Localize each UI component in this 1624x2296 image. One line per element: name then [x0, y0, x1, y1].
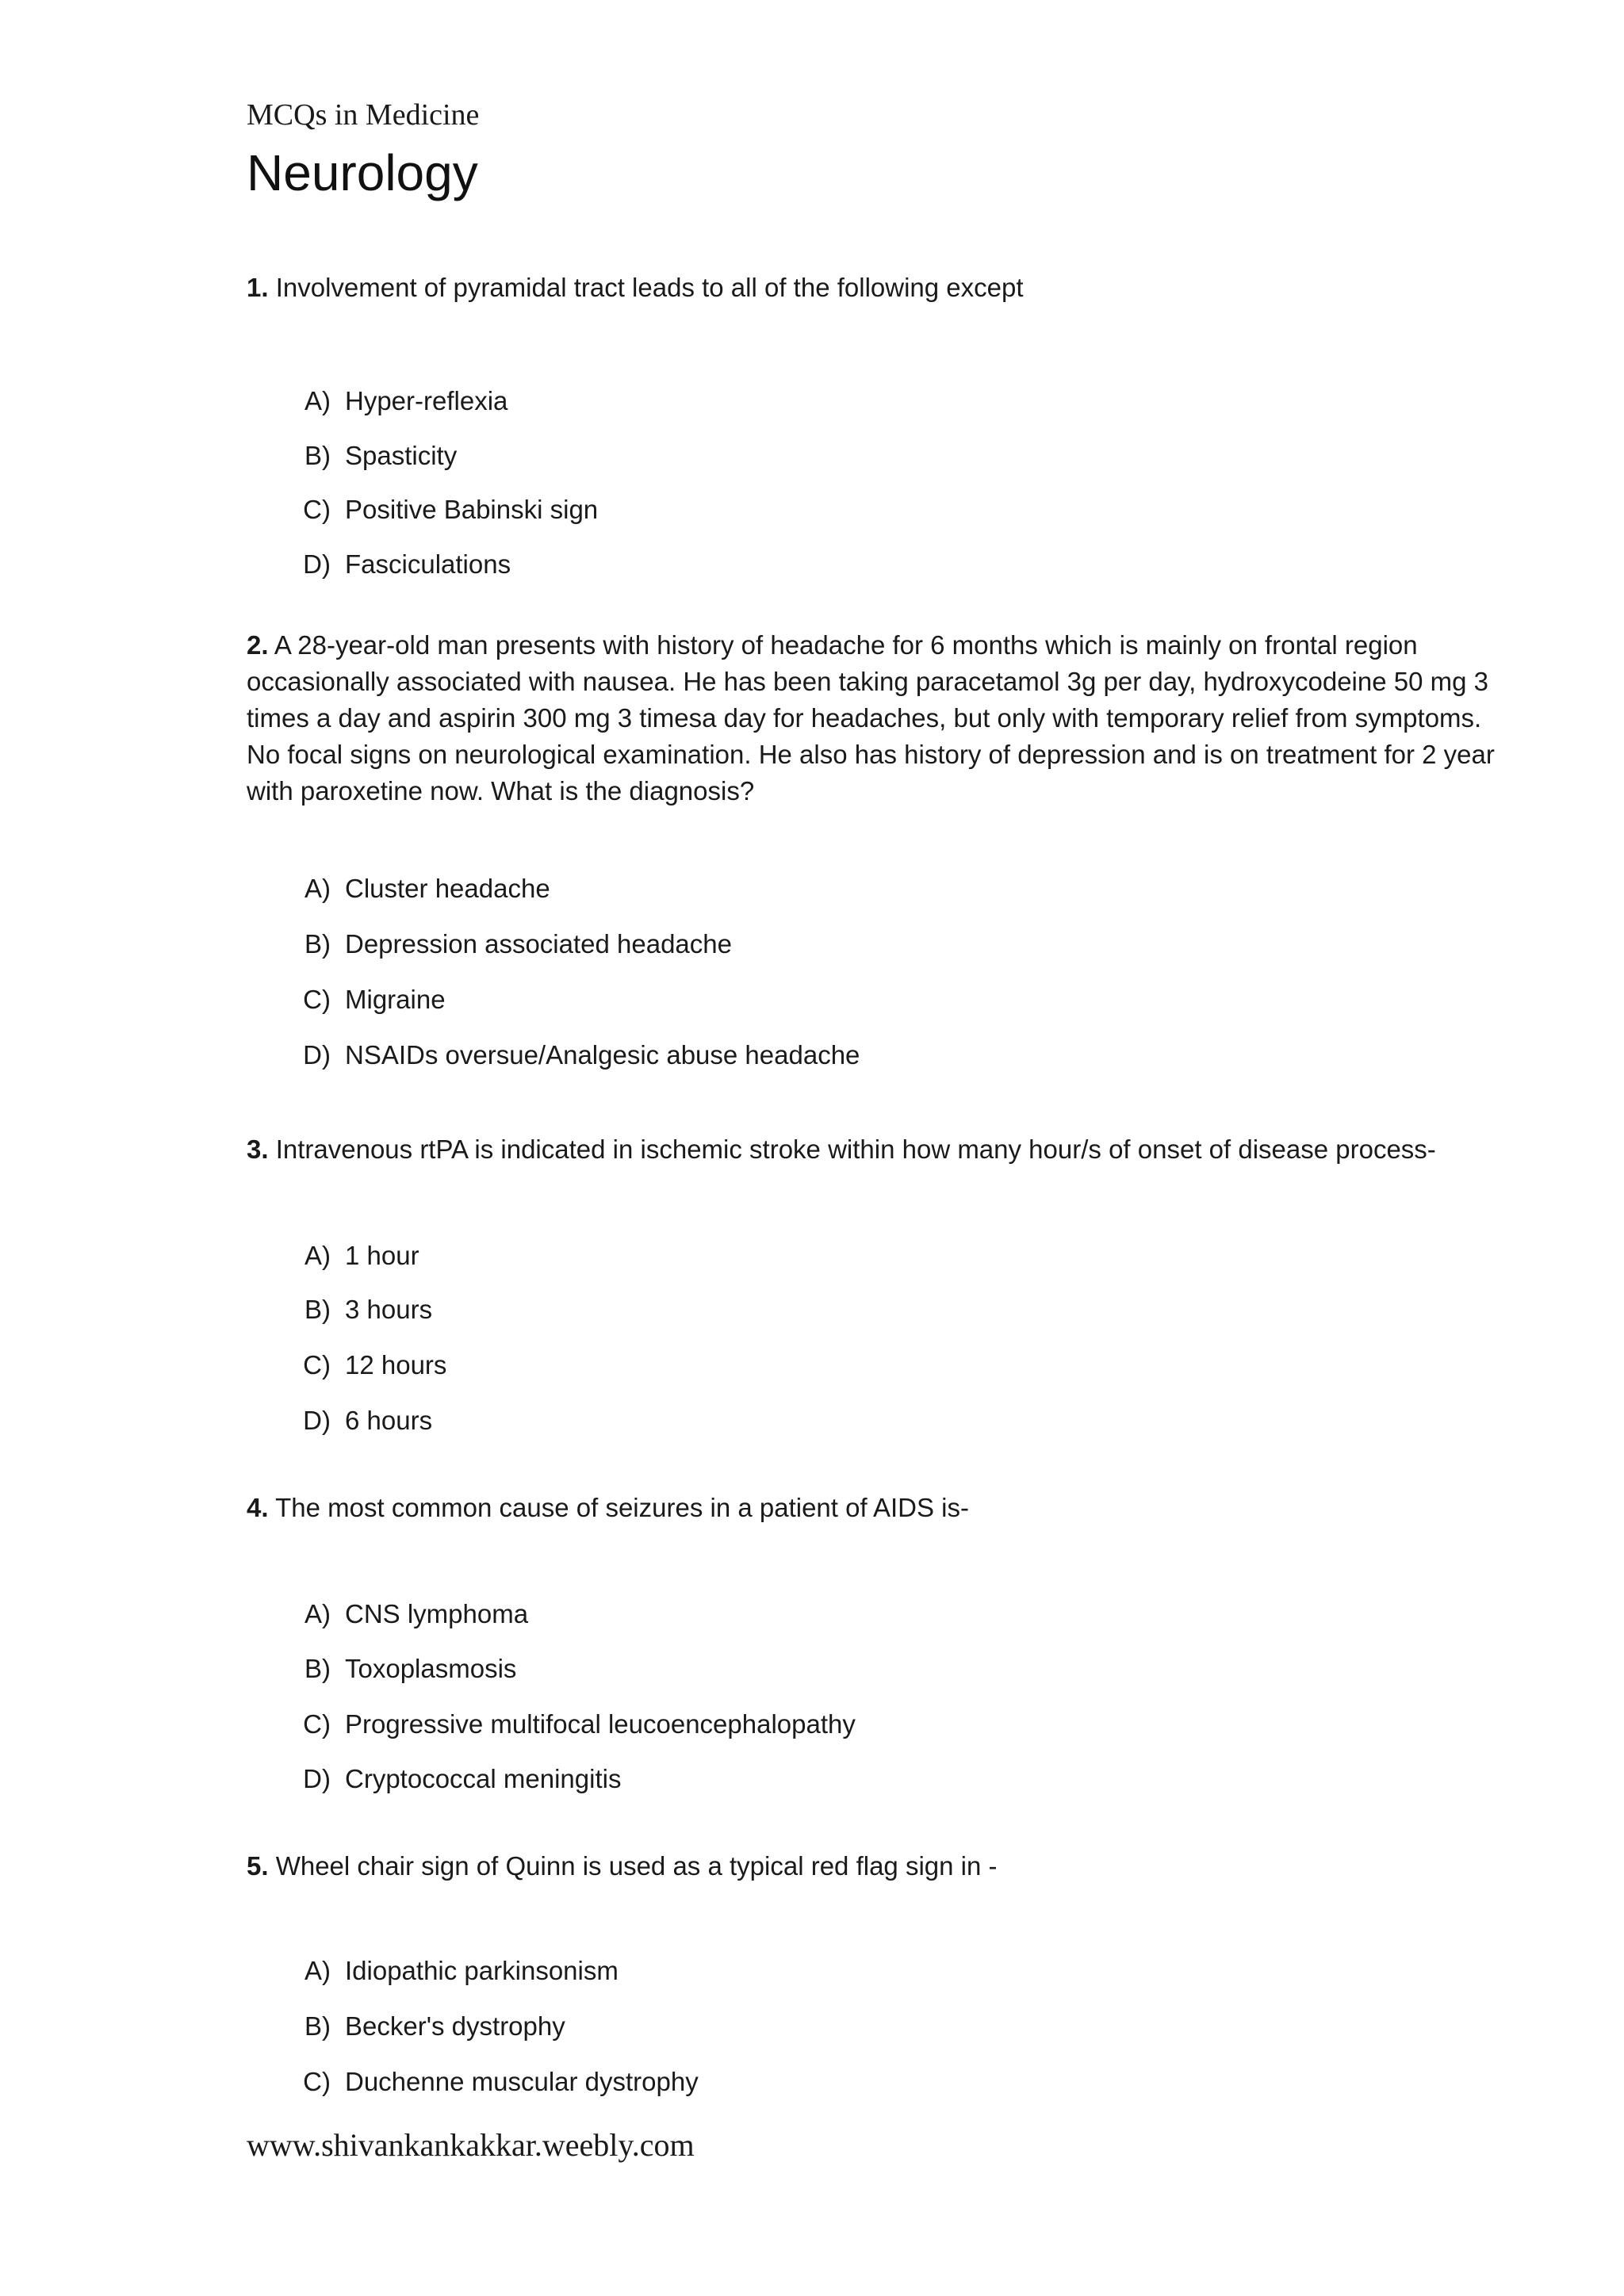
option-text: CNS lymphoma	[345, 1599, 529, 1628]
option-b	[291, 2008, 565, 2045]
question-number: 1.	[247, 273, 269, 302]
option-d	[291, 546, 511, 583]
option-text: Hyper-reflexia	[345, 386, 508, 415]
option-letter: B)	[304, 441, 331, 470]
question-number: 4.	[247, 1493, 269, 1522]
question-text: Intravenous rtPA is indicated in ischemic stroke within how many hour/s of onset of disease process-	[275, 1135, 1436, 1164]
question-number: 2.	[247, 630, 269, 660]
option-c	[291, 982, 446, 1018]
question-5	[247, 1848, 1515, 2096]
option-c	[291, 2064, 699, 2100]
option-a	[291, 383, 508, 419]
option-b	[291, 926, 732, 962]
option-text: 3 hours	[345, 1295, 433, 1324]
question-text: A 28-year-old man presents with history of headache for 6 months which is mainly on frontal region occasionally associated with nausea. He has been taking paracetamol 3g per day, hydroxycodeine 50 mg 3 times a day and aspirin 300 mg 3 timesa day for headaches, but only with temporary relief from symptoms. No focal signs on neurological examination. He also has history of depression and is on treatment for 2 year with paroxetine now. What is the diagnosis?	[247, 630, 1495, 806]
question-stem	[247, 1848, 1515, 1885]
option-letter: A)	[304, 1956, 331, 1985]
footer-website-url: www.shivankankakkar.weebly.com	[247, 2127, 695, 2163]
option-d	[291, 1761, 621, 1797]
option-letter: B)	[304, 929, 331, 959]
option-d	[291, 1037, 860, 1073]
option-text: Fasciculations	[345, 549, 511, 579]
option-letter: D)	[303, 1764, 331, 1793]
option-text: 12 hours	[345, 1350, 447, 1380]
option-letter: A)	[304, 386, 331, 415]
option-text: Spasticity	[345, 441, 458, 470]
option-letter: B)	[304, 1295, 331, 1324]
option-text: Cryptococcal meningitis	[345, 1764, 622, 1793]
question-stem	[247, 1490, 1515, 1526]
option-letter: D)	[303, 1040, 331, 1070]
option-letter: B)	[304, 1654, 331, 1683]
option-text: NSAIDs oversue/Analgesic abuse headache	[345, 1040, 860, 1070]
question-stem	[247, 270, 1515, 306]
option-c	[291, 492, 598, 528]
option-letter: C)	[303, 2067, 331, 2096]
option-b	[291, 1292, 432, 1328]
question-text: Involvement of pyramidal tract leads to all of the following except	[275, 273, 1024, 302]
option-letter: C)	[303, 1709, 331, 1739]
option-b	[291, 1651, 516, 1687]
option-text: 6 hours	[345, 1406, 433, 1435]
option-c	[291, 1347, 446, 1383]
option-letter: A)	[304, 1599, 331, 1628]
option-text: Cluster headache	[345, 874, 550, 903]
page-title: Neurology	[247, 144, 478, 201]
option-b	[291, 438, 457, 474]
option-text: Toxoplasmosis	[345, 1654, 517, 1683]
option-letter: A)	[304, 1241, 331, 1270]
option-text: Becker's dystrophy	[345, 2011, 565, 2041]
question-4	[247, 1490, 1515, 1793]
option-text: Migraine	[345, 985, 446, 1014]
option-a	[291, 1953, 619, 1989]
option-text: Idiopathic parkinsonism	[345, 1956, 619, 1985]
question-2	[247, 627, 1515, 1070]
option-c	[291, 1706, 856, 1743]
option-text: Progressive multifocal leucoencephalopathy	[345, 1709, 856, 1739]
option-a	[291, 1596, 528, 1632]
series-title: MCQs in Medicine	[247, 98, 480, 132]
question-text: Wheel chair sign of Quinn is used as a typical red flag sign in -	[275, 1851, 998, 1881]
option-letter: C)	[303, 1350, 331, 1380]
option-text: Depression associated headache	[345, 929, 732, 959]
question-stem	[247, 1131, 1515, 1168]
question-stem	[247, 627, 1515, 809]
option-a	[291, 871, 550, 907]
option-text: 1 hour	[345, 1241, 419, 1270]
option-a	[291, 1238, 419, 1274]
question-number: 3.	[247, 1135, 269, 1164]
option-letter: C)	[303, 985, 331, 1014]
question-1	[247, 270, 1515, 579]
question-text: The most common cause of seizures in a patient of AIDS is-	[275, 1493, 969, 1522]
option-letter: A)	[304, 874, 331, 903]
option-letter: B)	[304, 2011, 331, 2041]
option-letter: D)	[303, 1406, 331, 1435]
question-3	[247, 1131, 1515, 1435]
option-letter: C)	[303, 495, 331, 524]
option-text: Duchenne muscular dystrophy	[345, 2067, 699, 2096]
question-number: 5.	[247, 1851, 269, 1881]
option-text: Positive Babinski sign	[345, 495, 599, 524]
option-letter: D)	[303, 549, 331, 579]
option-d	[291, 1402, 432, 1439]
